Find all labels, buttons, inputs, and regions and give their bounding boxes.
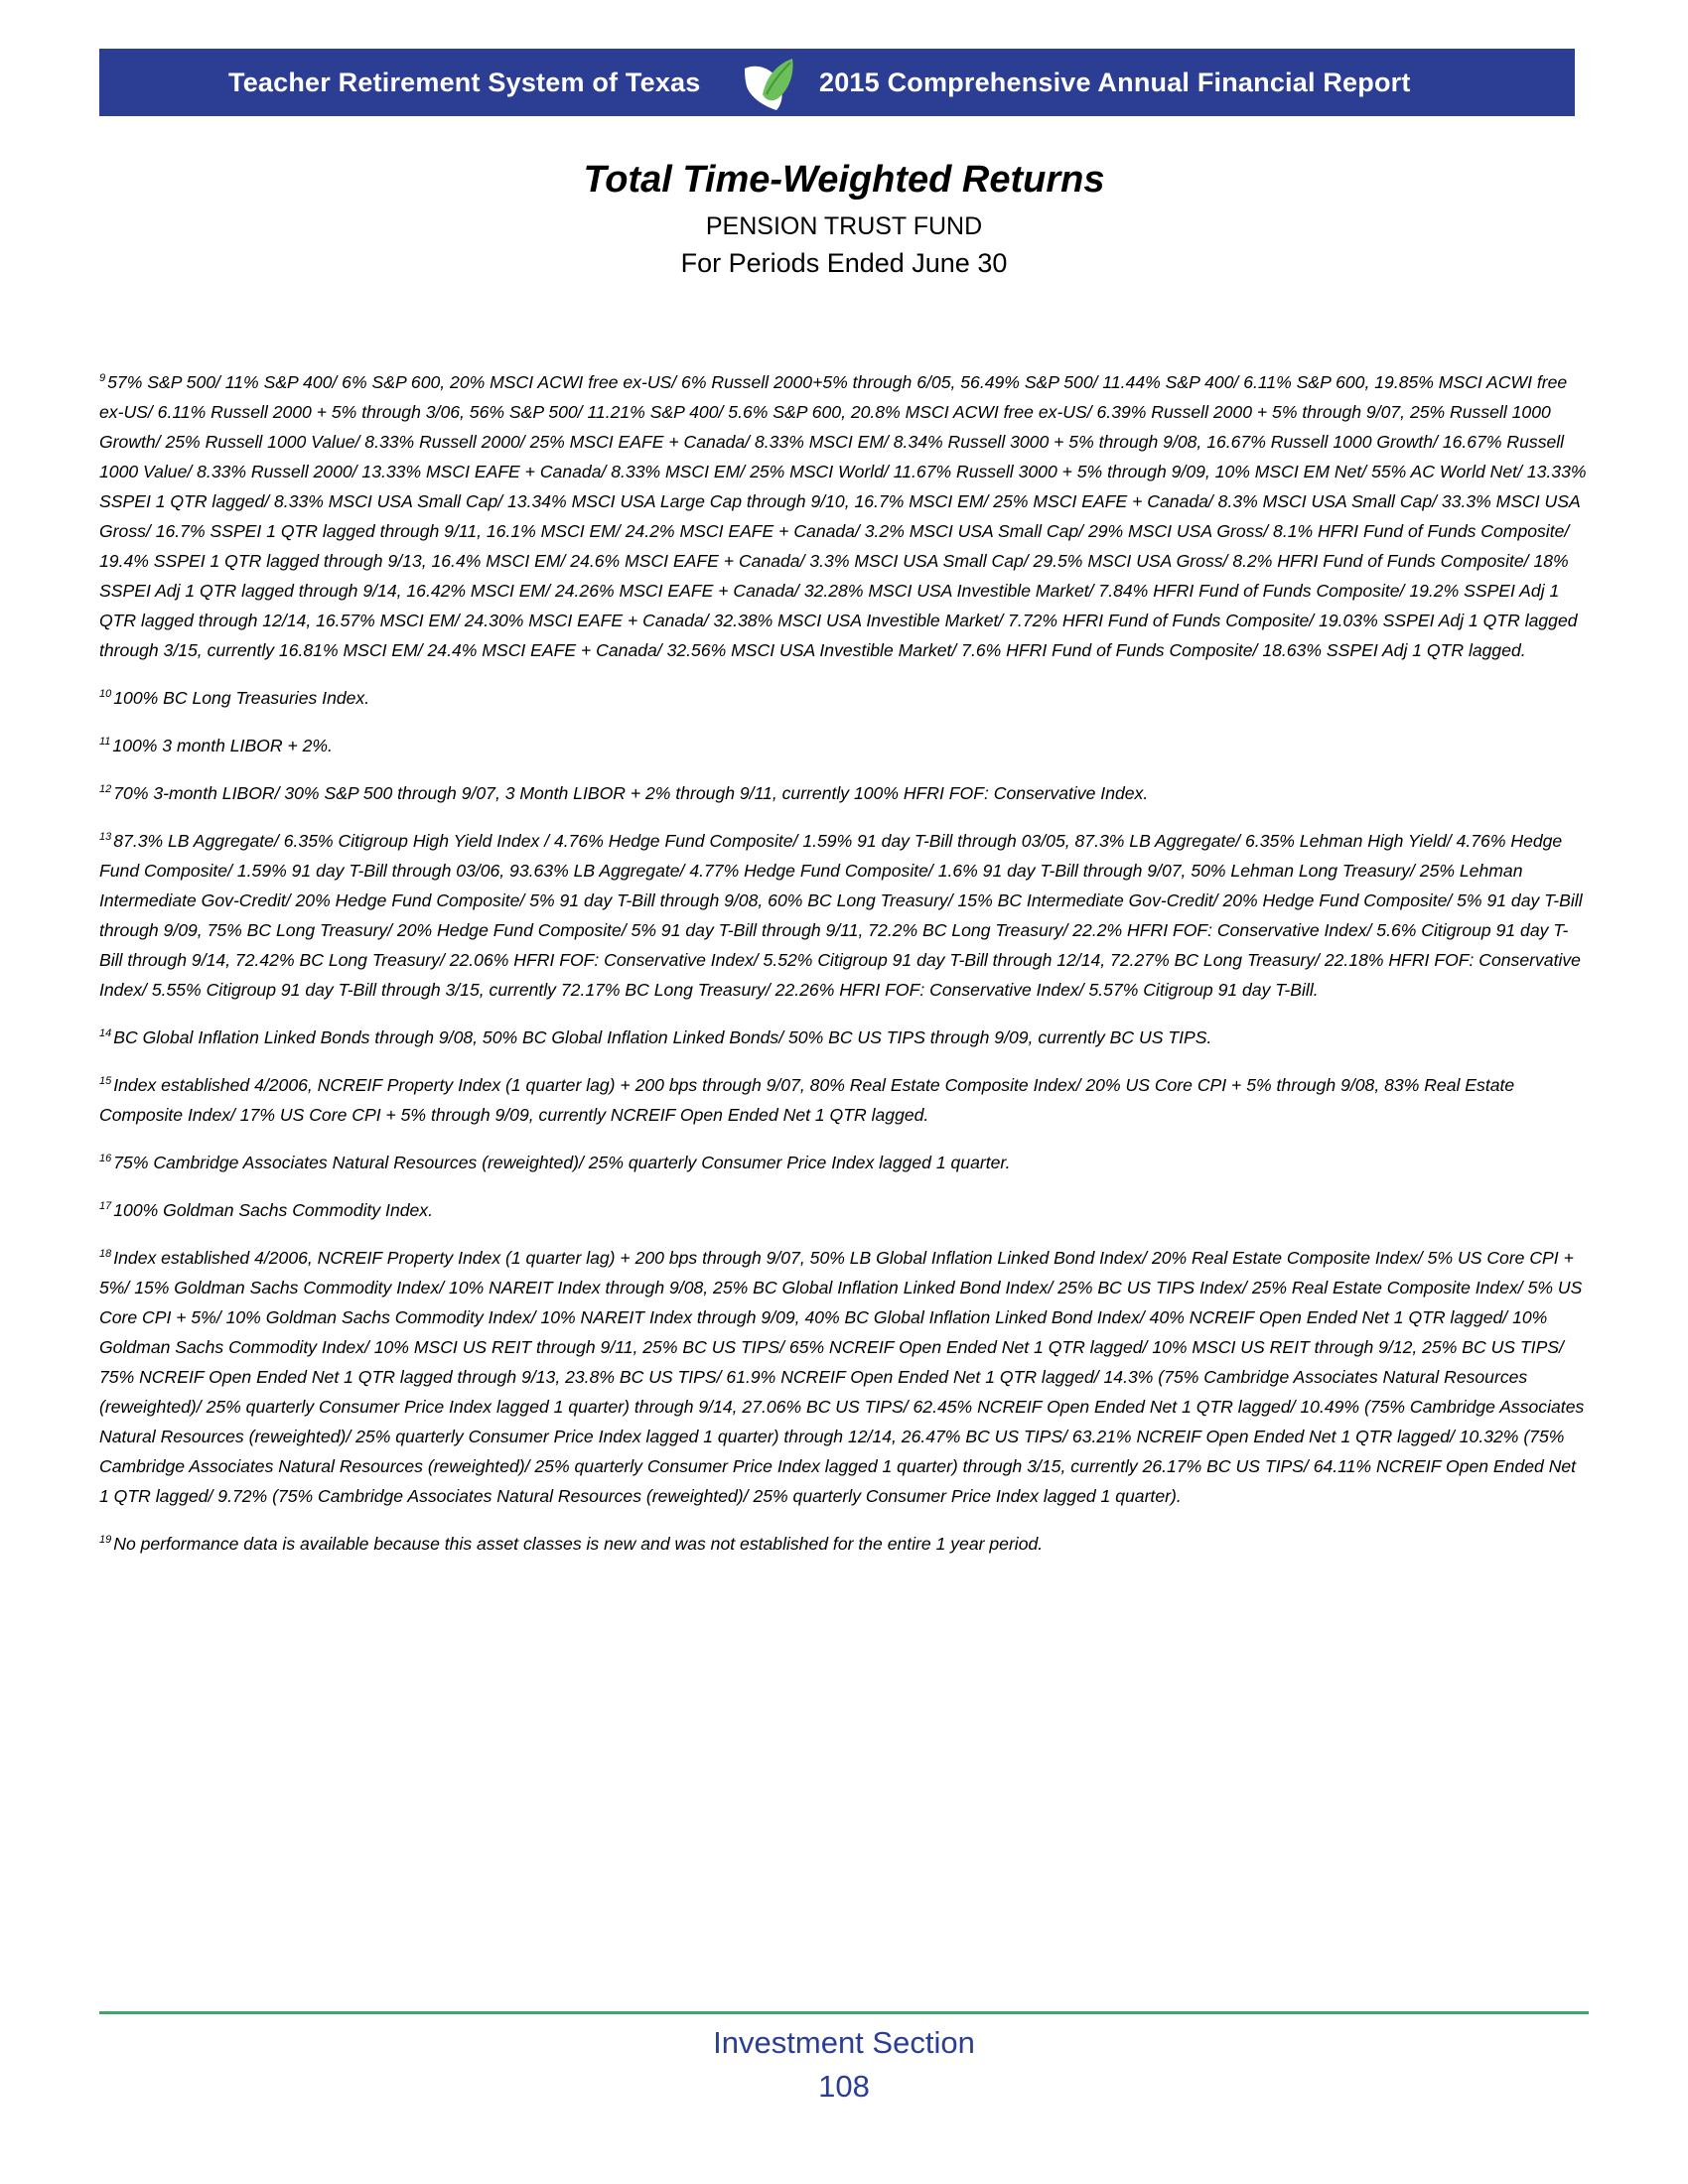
header-report-title: 2015 Comprehensive Annual Financial Report (819, 68, 1411, 97)
footnote (99, 1243, 1589, 1511)
footnote-text: Index established 4/2006, NCREIF Property Index (1 quarter lag) + 200 bps through 9/07, 50% LB Global Inflation Linked Bond Index/ 20% Real Estate Composite Index/ 5% US Core CPI + 5%/ 15% Goldman Sachs Commodity Index/ 10% NAREIT Index through 9/08, 25% BC Global Inflation Linked Bond Index/ 25% BC US TIPS Index/ 25% Real Estate Composite Index/ 5% US Core CPI + 5%/ 10% Goldman Sachs Commodity Index/ 10% NAREIT Index through 9/09, 40% BC Global Inflation Linked Bond Index/ 40% NCREIF Open Ended Net 1 QTR lagged/ 10% Goldman Sachs Commodity Index/ 10% MSCI US REIT through 9/11, 25% BC US TIPS/ 65% NCREIF Open Ended Net 1 QTR lagged/ 10% MSCI US REIT through 9/12, 25% BC US TIPS/ 75% NCREIF Open Ended Net 1 QTR lagged through 9/13, 23.8% BC US TIPS/ 61.9% NCREIF Open Ended Net 1 QTR lagged/ 14.3% (75% Cambridge Associates Natural Resources (reweighted)/ 25% quarterly Consumer Price Index lagged 1 quarter) through 9/14, 27.06% BC US TIPS/ 62.45% NCREIF Open Ended Net 1 QTR lagged/ 10.49% (75% Cambridge Associates Natural Resources (reweighted)/ 25% quarterly Consumer Price Index lagged 1 quarter) through 12/14, 26.47% BC US TIPS/ 63.21% NCREIF Open Ended Net 1 QTR lagged/ 10.32% (75% Cambridge Associates Natural Resources (reweighted)/ 25% quarterly Consumer Price Index lagged 1 quarter) through 3/15, currently 26.17% BC US TIPS/ 64.11% NCREIF Open Ended Net 1 QTR lagged/ 9.72% (75% Cambridge Associates Natural Resources (reweighted)/ 25% quarterly Consumer Price Index lagged 1 quarter). (99, 1248, 1585, 1506)
footnote-number: 10 (99, 688, 112, 700)
footnote-text: 100% BC Long Treasuries Index. (113, 688, 370, 708)
footnote-text: 87.3% LB Aggregate/ 6.35% Citigroup High Yield Index / 4.76% Hedge Fund Composite/ 1.59% 91 day T-Bill through 03/05, 87.3% LB Aggregate/ 6.35% Lehman High Yield/ 4.76% Hedge Fund Composite/ 1.59% 91 day T-Bill through 03/06, 93.63% LB Aggregate/ 4.77% Hedge Fund Composite/ 1.6% 91 day T-Bill through 9/07, 50% Lehman Long Treasury/ 25% Lehman Intermediate Gov-Credit/ 20% Hedge Fund Composite/ 5% 91 day T-Bill through 9/08, 60% BC Long Treasury/ 15% BC Intermediate Gov-Credit/ 20% Hedge Fund Composite/ 5% 91 day T-Bill through 9/09, 75% BC Long Treasury/ 20% Hedge Fund Composite/ 5% 91 day T-Bill through 9/11, 72.2% BC Long Treasury/ 22.2% HFRI FOF: Conservative Index/ 5.6% Citigroup 91 day T-Bill through 9/14, 72.42% BC Long Treasury/ 22.06% HFRI FOF: Conservative Index/ 5.52% Citigroup 91 day T-Bill through 12/14, 72.27% BC Long Treasury/ 22.18% HFRI FOF: Conservative Index/ 5.55% Citigroup 91 day T-Bill through 3/15, currently 72.17% BC Long Treasury/ 22.26% HFRI FOF: Conservative Index/ 5.57% Citigroup 91 day T-Bill. (99, 831, 1583, 1000)
footnote-number: 16 (99, 1153, 112, 1164)
footer-divider (99, 2011, 1589, 2014)
footnote (99, 1148, 1589, 1177)
footnote (99, 367, 1589, 665)
footnote-number: 11 (99, 736, 111, 748)
footnote-number: 9 (99, 372, 106, 384)
leaf-logo-icon (737, 55, 796, 112)
footnotes-list (99, 367, 1589, 1576)
footnote-number: 14 (99, 1027, 112, 1039)
header-organization-title: Teacher Retirement System of Texas (228, 68, 701, 97)
footnote-text: Index established 4/2006, NCREIF Property Index (1 quarter lag) + 200 bps through 9/07, 80% Real Estate Composite Index/ 20% US Core CPI + 5% through 9/08, 83% Real Estate Composite Index/ 17% US Core CPI + 5% through 9/09, currently NCREIF Open Ended Net 1 QTR lagged. (99, 1075, 1515, 1125)
footnote (99, 683, 1589, 713)
page-subtitle: PENSION TRUST FUND (705, 212, 983, 240)
footnote-text: 75% Cambridge Associates Natural Resources (reweighted)/ 25% quarterly Consumer Price Index lagged 1 quarter. (113, 1153, 1011, 1172)
footnote (99, 1070, 1589, 1130)
footnote-text: 100% Goldman Sachs Commodity Index. (113, 1200, 433, 1220)
footnote (99, 1529, 1589, 1559)
footnote (99, 778, 1589, 808)
page-number: 108 (818, 2069, 870, 2104)
footnote-text: 57% S&P 500/ 11% S&P 400/ 6% S&P 600, 20% MSCI ACWI free ex-US/ 6% Russell 2000+5% through 6/05, 56.49% S&P 500/ 11.44% S&P 400/ 6.11% S&P 600, 19.85% MSCI ACWI free ex-US/ 6.11% Russell 2000 + 5% through 3/06, 56% S&P 500/ 11.21% S&P 400/ 5.6% S&P 600, 20.8% MSCI ACWI free ex-US/ 6.39% Russell 2000 + 5% through 9/07, 25% Russell 1000 Growth/ 25% Russell 1000 Value/ 8.33% Russell 2000/ 25% MSCI EAFE + Canada/ 8.33% MSCI EM/ 8.34% Russell 3000 + 5% through 9/08, 16.67% Russell 1000 Growth/ 16.67% Russell 1000 Value/ 8.33% Russell 2000/ 13.33% MSCI EAFE + Canada/ 8.33% MSCI EM/ 25% MSCI World/ 11.67% Russell 3000 + 5% through 9/09, 10% MSCI EM Net/ 55% AC World Net/ 13.33% SSPEI 1 QTR lagged/ 8.33% MSCI USA Small Cap/ 13.34% MSCI USA Large Cap through 9/10, 16.7% MSCI EM/ 25% MSCI EAFE + Canada/ 8.3% MSCI USA Small Cap/ 33.3% MSCI USA Gross/ 16.7% SSPEI 1 QTR lagged through 9/11, 16.1% MSCI EM/ 24.2% MSCI EAFE + Canada/ 3.2% MSCI USA Small Cap/ 29% MSCI USA Gross/ 8.1% HFRI Fund of Funds Composite/ 19.4% SSPEI 1 QTR lagged through 9/13, 16.4% MSCI EM/ 24.6% MSCI EAFE + Canada/ 3.3% MSCI USA Small Cap/ 29.5% MSCI USA Gross/ 8.2% HFRI Fund of Funds Composite/ 18% SSPEI Adj 1 QTR lagged through 9/14, 16.42% MSCI EM/ 24.26% MSCI EAFE + Canada/ 32.28% MSCI USA Investible Market/ 7.84% HFRI Fund of Funds Composite/ 19.2% SSPEI Adj 1 QTR lagged through 12/14, 16.57% MSCI EM/ 24.30% MSCI EAFE + Canada/ 32.38% MSCI USA Investible Market/ 7.72% HFRI Fund of Funds Composite/ 19.03% SSPEI Adj 1 QTR lagged through 3/15, currently 16.81% MSCI EM/ 24.4% MSCI EAFE + Canada/ 32.56% MSCI USA Investible Market/ 7.6% HFRI Fund of Funds Composite/ 18.63% SSPEI Adj 1 QTR lagged. (99, 372, 1587, 660)
footnote-number: 15 (99, 1075, 112, 1087)
footnote-number: 18 (99, 1248, 112, 1260)
footnote-text: BC Global Inflation Linked Bonds through 9/08, 50% BC Global Inflation Linked Bonds/ 50% BC US TIPS through 9/09, currently BC US TIPS. (113, 1027, 1212, 1047)
report-header-banner (99, 49, 1575, 116)
page-period: For Periods Ended June 30 (680, 248, 1008, 278)
footnote-number: 13 (99, 831, 112, 843)
footnote-text: 100% 3 month LIBOR + 2%. (112, 736, 333, 755)
footnote-number: 12 (99, 783, 112, 795)
footnote (99, 1195, 1589, 1225)
footnote-text: 70% 3-month LIBOR/ 30% S&P 500 through 9/07, 3 Month LIBOR + 2% through 9/11, currently 100% HFRI FOF: Conservative Index. (113, 783, 1149, 803)
footnote-number: 17 (99, 1200, 112, 1212)
footnote (99, 826, 1589, 1005)
footnote (99, 1023, 1589, 1052)
footer-section-name: Investment Section (713, 2025, 975, 2060)
footnote-number: 19 (99, 1534, 112, 1546)
footnote (99, 731, 1589, 760)
page-title: Total Time-Weighted Returns (583, 159, 1105, 201)
footnote-text: No performance data is available because this asset classes is new and was not established for the entire 1 year period. (113, 1534, 1044, 1554)
